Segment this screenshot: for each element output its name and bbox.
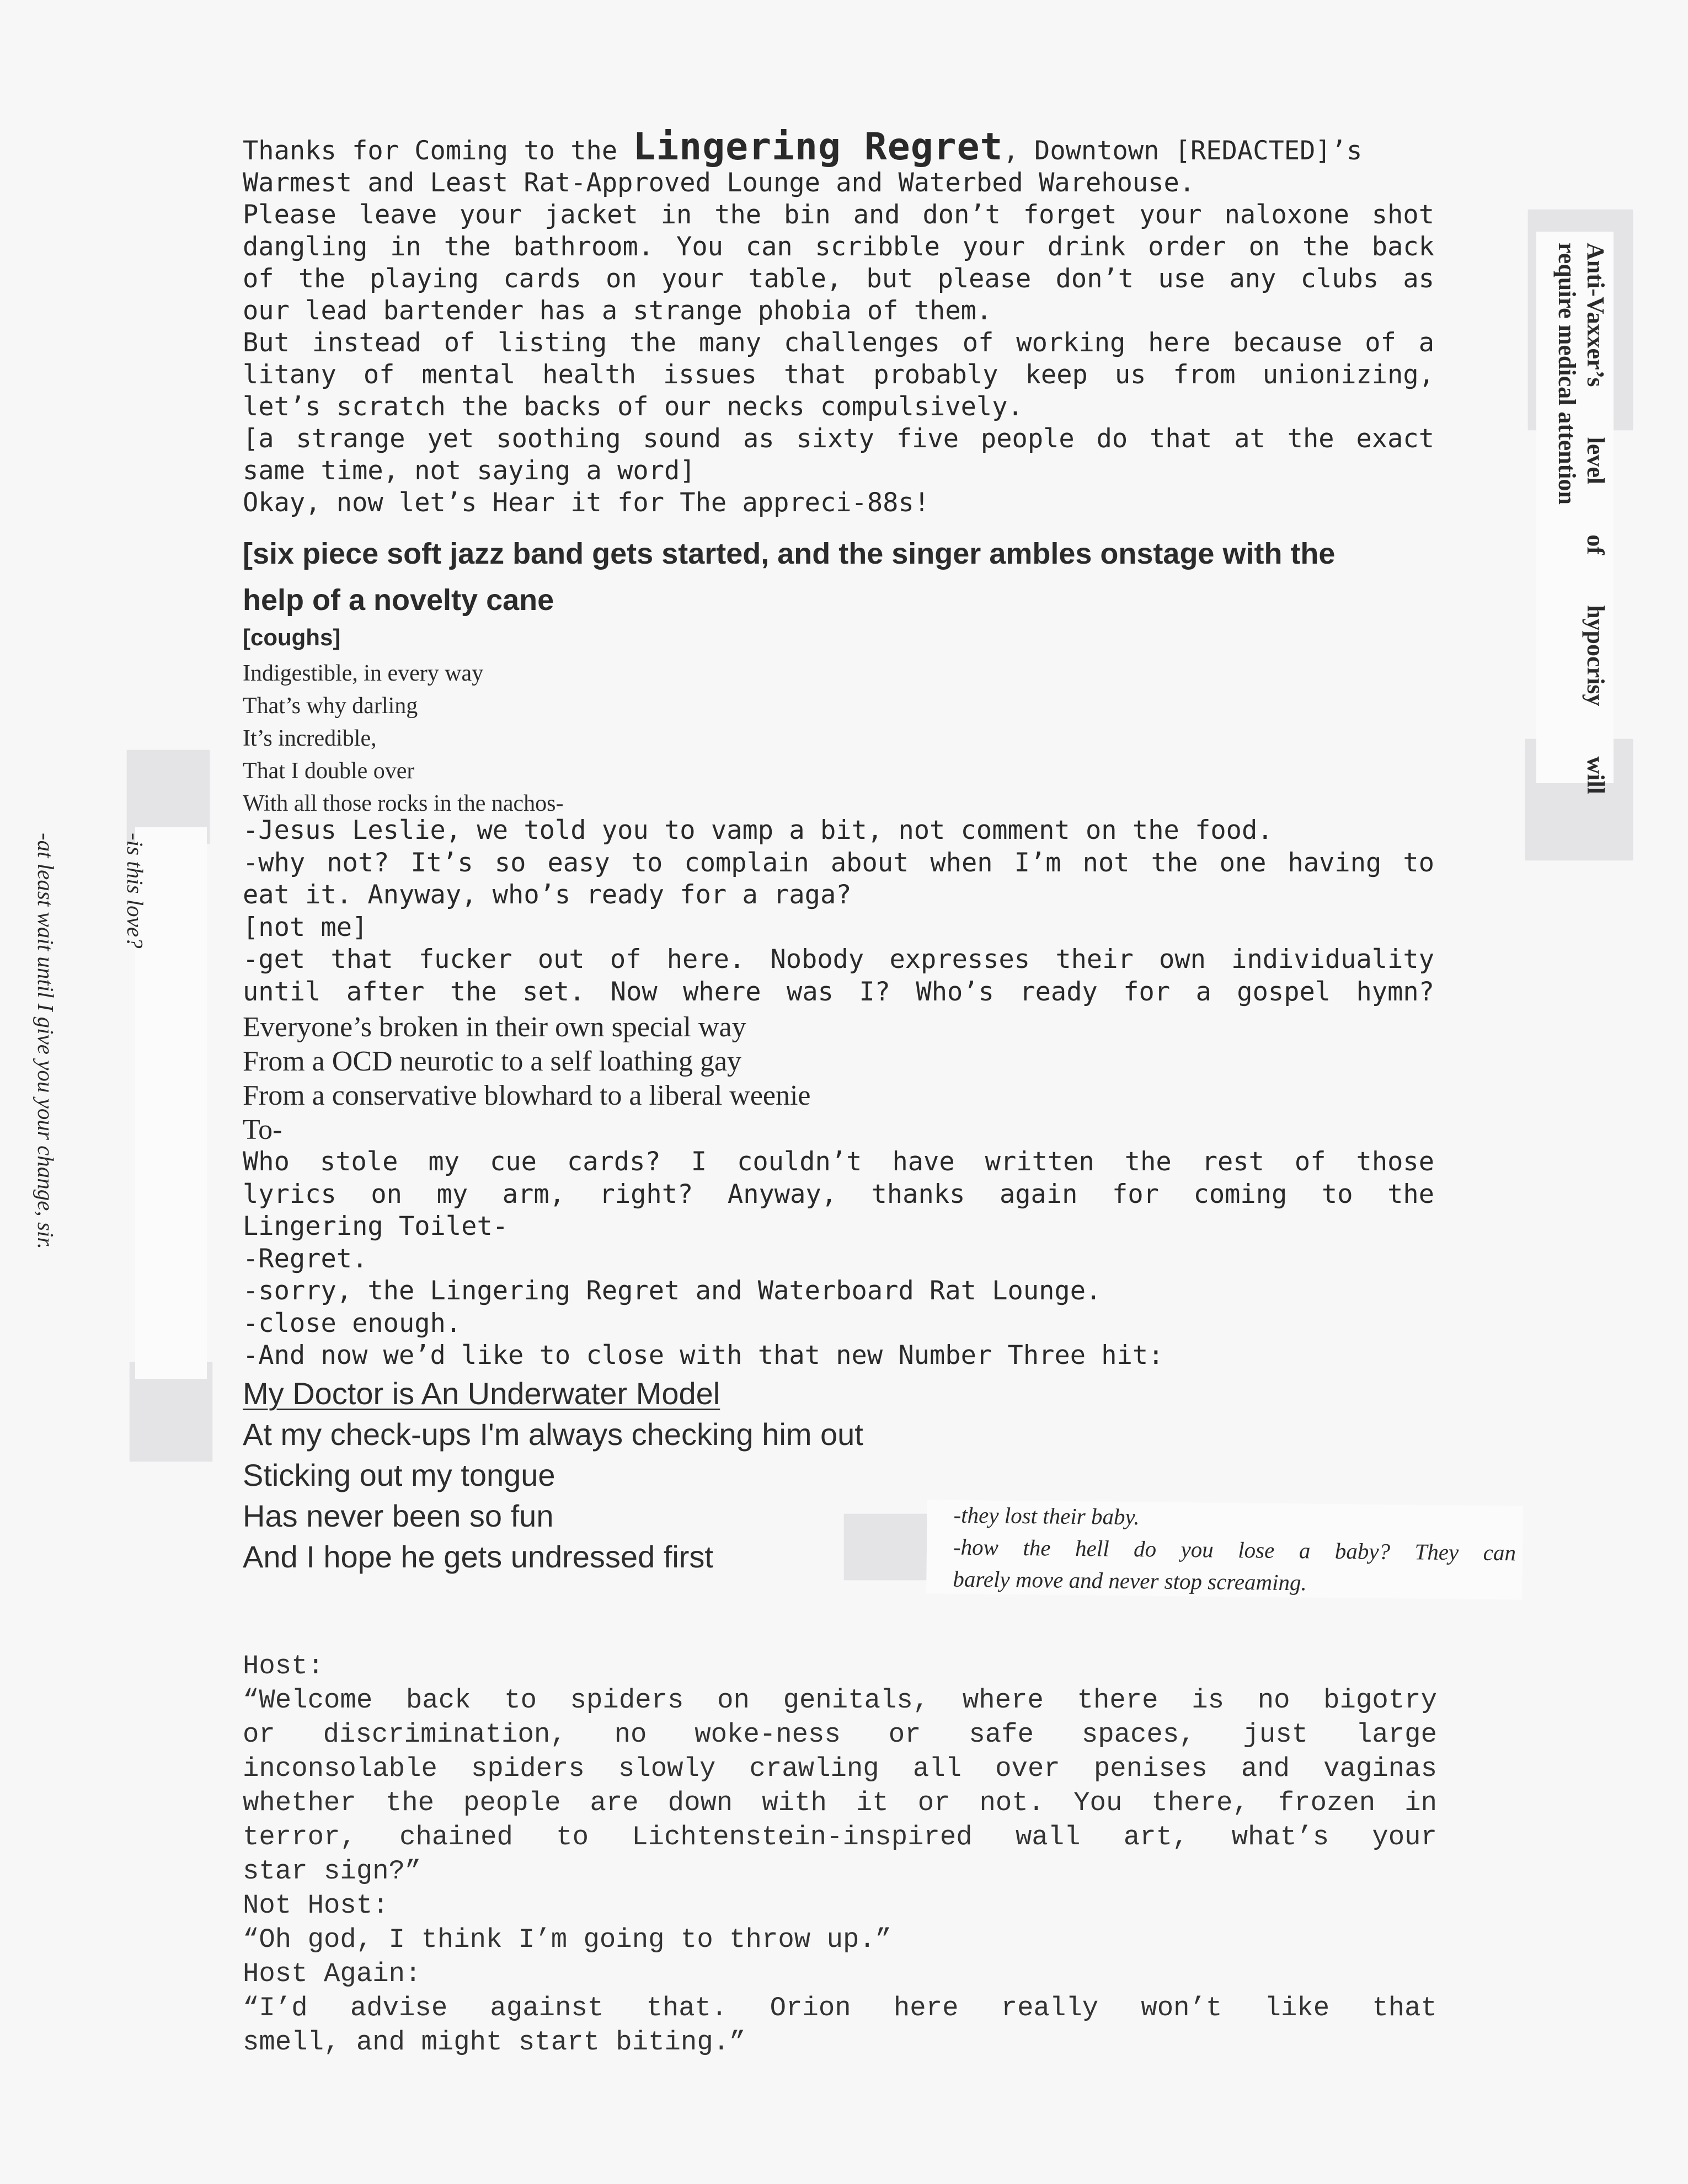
- lyric-line: With all those rocks in the nachos-: [243, 791, 564, 816]
- clipping-line: -they lost their baby.: [953, 1502, 1140, 1530]
- intro-line: Warmest and Least Rat-Approved Lounge and Waterbed Warehouse.: [243, 168, 1195, 198]
- intro-prefix: Thanks for Coming to the: [243, 136, 633, 166]
- lyric-line: That’s why darling: [243, 693, 418, 719]
- host-line: whether the people are down with it or not. You there, frozen in: [243, 1787, 1437, 1818]
- dialogue-line: -sorry, the Lingering Regret and Waterboard Rat Lounge.: [243, 1276, 1102, 1306]
- dialogue-line: -And now we’d like to close with that new Number Three hit:: [243, 1340, 1164, 1371]
- clipping-line: -at least wait until I give you your change, sir.: [33, 833, 58, 1249]
- dialogue-line: -Regret.: [243, 1243, 368, 1274]
- host-line: star sign?”: [243, 1856, 421, 1887]
- dialogue-line: lyrics on my arm, right? Anyway, thanks again for coming to the: [243, 1179, 1434, 1209]
- intro-line: dangling in the bathroom. You can scribble your drink order on the back: [243, 232, 1434, 262]
- song-line: Has never been so fun: [243, 1498, 554, 1533]
- clipping-line: barely move and never stop screaming.: [953, 1566, 1307, 1596]
- song-line: Sticking out my tongue: [243, 1458, 555, 1492]
- host-again-label: Host Again:: [243, 1958, 421, 1989]
- intro-line: let’s scratch the backs of our necks compulsively.: [243, 392, 1023, 422]
- stage-direction-line: [six piece soft jazz band gets started, and the singer ambles onstage with the: [243, 537, 1336, 570]
- hymn-line: To-: [243, 1114, 282, 1145]
- host-again-line: “I’d advise against that. Orion here really won’t like that: [243, 1993, 1437, 2024]
- dialogue-line: eat it. Anyway, who’s ready for a raga?: [243, 880, 852, 910]
- song-line: And I hope he gets undressed first: [243, 1539, 713, 1574]
- song-title: My Doctor is An Underwater Model: [243, 1376, 720, 1411]
- host-label: Host:: [243, 1651, 324, 1682]
- dialogue-line: -close enough.: [243, 1308, 462, 1339]
- venue-intro: [243, 125, 1434, 519]
- vax-clipping: [1511, 210, 1638, 871]
- dialogue-line: Lingering Toilet-: [243, 1211, 509, 1241]
- lyrics-indigestible: [243, 657, 564, 820]
- not-host-label: Not Host:: [243, 1890, 389, 1921]
- dialogue-line: -why not? It’s so easy to complain about when I’m not the one having to: [243, 847, 1434, 878]
- host-again-line: smell, and might start biting.”: [243, 2027, 746, 2058]
- gospel-hymn: [243, 1010, 811, 1147]
- intro-line: But instead of listing the many challenges of working here because of a: [243, 328, 1434, 358]
- lyric-line: That I double over: [243, 758, 415, 784]
- host-line: or discrimination, no woke-ness or safe spaces, just large: [243, 1719, 1437, 1750]
- host-line: terror, chained to Lichtenstein-inspired wall art, what’s your: [243, 1822, 1437, 1853]
- intro-suffix: , Downtown [REDACTED]’s: [1003, 136, 1363, 166]
- intro-line: litany of mental health issues that probably keep us from unionizing,: [243, 360, 1434, 390]
- hymn-line: Everyone’s broken in their own special way: [243, 1011, 746, 1043]
- clipping-line: require medical attention: [1553, 243, 1580, 505]
- dialogue-line: -Jesus Leslie, we told you to vamp a bit, not comment on the food.: [243, 815, 1273, 845]
- dialogue-line: Who stole my cue cards? I couldn’t have written the rest of those: [243, 1147, 1434, 1177]
- intro-line: Please leave your jacket in the bin and don’t forget your naloxone shot: [243, 200, 1434, 230]
- host-section: [243, 1649, 1437, 2059]
- intro-line: Okay, now let’s Hear it for The appreci-88s!: [243, 488, 930, 518]
- love-clipping-text: [0, 833, 210, 1249]
- dialogue-line: -get that fucker out of here. Nobody expresses their own individuality: [243, 944, 1434, 975]
- clipping-line: -is this love?: [122, 833, 148, 949]
- intro-first-line: [243, 125, 1434, 169]
- song-line: At my check-ups I'm always checking him out: [243, 1417, 863, 1452]
- song-block: [243, 1373, 863, 1577]
- baby-clipping-text: [953, 1499, 1516, 1601]
- dialogue-second: [243, 1146, 1434, 1372]
- clipping-line: Anti-Vaxxer’s level of hypocrisy will: [1582, 243, 1609, 794]
- intro-line: [a strange yet soothing sound as sixty five people do that at the exact: [243, 424, 1434, 454]
- clipping-line: -how the hell do you lose a baby? They can: [953, 1534, 1516, 1566]
- intro-line: same time, not saying a word]: [243, 456, 696, 486]
- dialogue-line: [not me]: [243, 912, 368, 943]
- lyric-line: Indigestible, in every way: [243, 661, 484, 686]
- coughs-note: [coughs]: [243, 624, 341, 650]
- host-line: inconsolable spiders slowly crawling all over penises and vaginas: [243, 1753, 1437, 1784]
- intro-line: our lead bartender has a strange phobia of them.: [243, 296, 992, 326]
- stage-direction: [243, 531, 1456, 623]
- not-host-line: “Oh god, I think I’m going to throw up.”: [243, 1924, 892, 1955]
- venue-name: Lingering Regret: [633, 125, 1003, 169]
- stage-direction-line: help of a novelty cane: [243, 584, 554, 617]
- host-line: “Welcome back to spiders on genitals, where there is no bigotry: [243, 1685, 1437, 1716]
- love-clipping: [33, 750, 210, 1478]
- dialogue-first: [243, 815, 1434, 1008]
- baby-clipping: [844, 1497, 1523, 1597]
- intro-line: of the playing cards on your table, but please don’t use any clubs as: [243, 264, 1434, 294]
- hymn-line: From a OCD neurotic to a self loathing gay: [243, 1046, 742, 1077]
- vax-clipping-text: [1552, 243, 1610, 794]
- lyric-line: It’s incredible,: [243, 726, 377, 751]
- hymn-line: From a conservative blowhard to a liberal weenie: [243, 1080, 811, 1111]
- dialogue-line: until after the set. Now where was I? Who’s ready for a gospel hymn?: [243, 976, 1434, 1007]
